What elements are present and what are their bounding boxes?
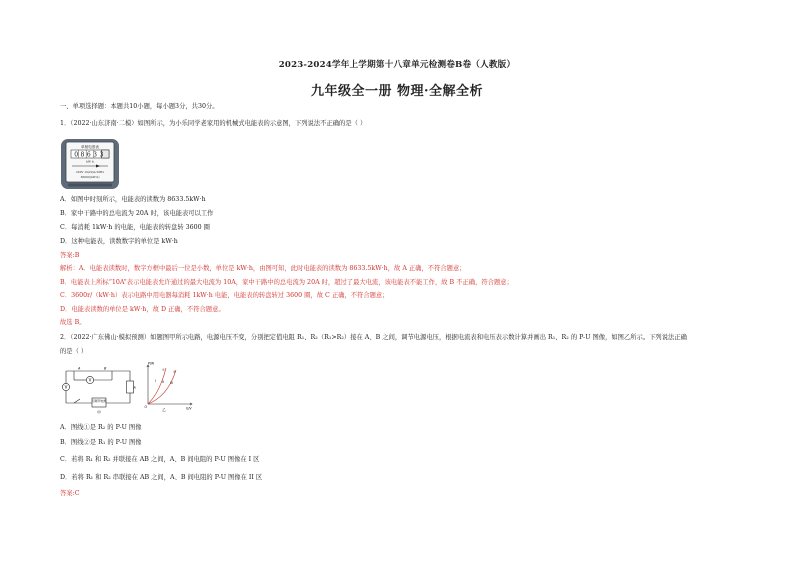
q2-answer: 答案:C (60, 490, 80, 497)
q2-option-a: A．图线①是 R₂ 的 P-U 图像 (60, 424, 142, 431)
q1-stem: 1．（2022·山东济南·二模）如图所示，为小乐同学老家用的机械式电能表的示意图，下列说法不正确的是（ ） (60, 120, 367, 127)
q1-analysis-b: B．电能表上所标“10A”表示电能表允许通过的最大电流为 10A，家中干路中的总电流为 20A 时，超过了最大电流，该电能表不能工作，故 B 不正确，符合题意； (60, 279, 513, 286)
circuit-caption: 甲 (97, 410, 101, 415)
exam-title: 2023-2024学年上学期第十八章单元检测卷B卷（人教版） (278, 60, 516, 70)
x-axis-label: U/V (186, 406, 192, 411)
y-axis-label: P/W (148, 362, 155, 366)
q1-option-c: C．每消耗 1kW·h 的电能，电能表的转盘转 3600 圈 (60, 224, 210, 231)
meter-title: 单相电度表 (81, 145, 99, 149)
q1-analysis-d: D．电能表读数的单位是 kW·h，故 D 正确，不符合题意。 (60, 306, 225, 313)
region-1-label: I (155, 379, 156, 383)
q1-analysis-a: 解析：A．电能表读数时，数字方框中最后一位是小数，单位是 kW·h，由图可知，此时电能表的读数为 8633.5kW·h，故 A 正确，不符合题意； (60, 265, 466, 272)
origin-label: O (144, 405, 148, 409)
q1-option-a: A．如图中时刻所示，电能表的读数为 8633.5kW·h (60, 196, 206, 203)
meter-unit: kW·h (86, 159, 94, 164)
q2-option-d: D．若将 R₁ 和 R₂ 串联接在 AB 之间，A、B 间电阻的 P-U 图像在 II 区 (60, 474, 263, 481)
q2-option-c: C．若将 R₁ 和 R₂ 并联接在 AB 之间，A、B 间电阻的 P-U 图像在 I 区 (60, 456, 260, 463)
curve-1-label: ① (162, 368, 165, 372)
p-u-graph (140, 362, 196, 412)
electricity-meter-figure (60, 138, 120, 190)
q2-option-b: B．图线②是 R₁ 的 P-U 图像 (60, 439, 142, 446)
curve-1-line (148, 368, 166, 404)
resistor-label: R (133, 386, 136, 390)
meter-rev: 3600r/(kW·h) (80, 175, 100, 179)
curve-2-label: ② (173, 370, 176, 374)
q1-option-d: D．这种电能表，读数数字的单位是 kW·h (60, 238, 178, 245)
q1-option-b: B．家中干路中的总电流为 20A 时，该电能表可以工作 (60, 210, 214, 217)
region-3-label: III (170, 381, 173, 385)
meter-reading: 08633 (74, 151, 106, 159)
q1-conclusion: 故选 B。 (60, 319, 86, 326)
point-a-label: A (78, 366, 81, 371)
svg-text:V: V (64, 384, 68, 390)
meter-spec: 220V 10(20)A 50Hz (76, 170, 104, 174)
document-subtitle: 九年级全一册 物理·全解全析 (310, 84, 484, 99)
power-supply-label: 可调节电源 (92, 399, 106, 403)
region-2-label: II (162, 380, 164, 384)
q1-analysis-c: C．3600r/（kW·h）表示电路中用电器每消耗 1kW·h 电能，电能表的转盘转过 3600 圈，故 C 正确，不符合题意； (60, 292, 389, 299)
svg-text:V: V (88, 377, 92, 383)
graph-caption: 乙 (162, 408, 166, 412)
section-heading: 一、单项选择题：本题共10小题，每小题3分，共30分。 (60, 103, 219, 110)
circuit-diagram (60, 365, 138, 415)
q1-answer: 答案:B (60, 252, 80, 259)
q2-stem-line1: 2．（2022·广东佛山·模拟预测）如题图甲所示电路，电源电压不变，分别把定值电阻 R₁、R₂（R₁>R₂）接在 A、B 之间，调节电源电压，根据电流表和电压表示数计算并画出 R₁、R₂ 的 P-U 图像，如图乙所示。下列说法正确 (60, 334, 687, 341)
q2-stem-line2: 的是（ ） (60, 348, 88, 355)
point-b-label: B (104, 366, 107, 371)
